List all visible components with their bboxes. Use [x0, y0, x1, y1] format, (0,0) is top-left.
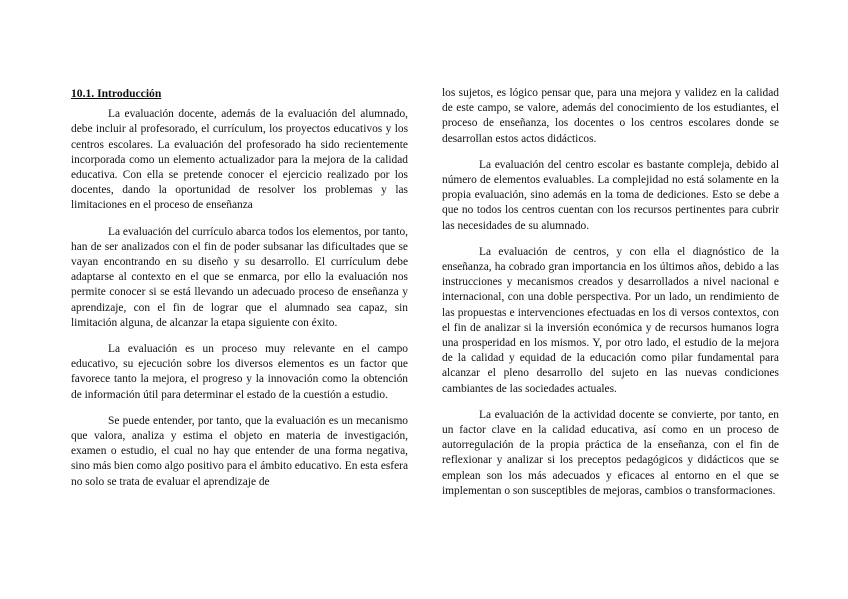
paragraph-continuation: los sujetos, es lógico pensar que, para una mejora y validez en la calidad de este campo, se valore, además del conocimiento de los estudiantes, el proceso de enseñanza, los docentes o los centros escolares donde se desarrollan estos actos didácticos. [442, 87, 779, 145]
paragraph: La evaluación es un proceso muy relevante en el campo educativo, su ejecución sobre los diversos elementos es un factor que favorece tanto la mejora, el progreso y la innovación como la obtención de información útil para determinar el estado de la cuestión a estudio. [71, 343, 408, 401]
section-heading: 10.1. Introducción [71, 87, 162, 100]
paragraph: La evaluación docente, además de la evaluación del alumnado, debe incluir al profesorado, el currículum, los proyectos educativos y los centros escolares. La evaluación del profesorado ha sido recientemente incorporada como un elemento actualizador para la mejora de la calidad educativa. Con ella se pretende conocer el ejercicio realizado por los docentes, dando la oportunidad de resolver los problemas y las limitaciones en el proceso de enseñanza [71, 108, 408, 212]
paragraph: La evaluación del currículo abarca todos los elementos, por tanto, han de ser analizados con el fin de poder subsanar las dificultades que se vayan encontrando en su diseño y su desarrollo. El currículum debe adaptarse al contexto en el que se enmarca, por ello la evaluación nos permite conocer si se está llevando un adecuado proceso de enseñanza y aprendizaje, con el fin de lograr que el alumnado sea capaz, sin limitación alguna, de alcanzar la etapa siguiente con éxito. [71, 225, 408, 329]
right-column [442, 86, 779, 510]
left-column [71, 86, 408, 501]
paragraph: Se puede entender, por tanto, que la evaluación es un mecanismo que valora, analiza y estima el objeto en materia de investigación, examen o estudio, el cual no hay que entender de una forma negativa, sino más bien como algo positivo para el ámbito educativo. En esta esfera no solo se trata de evaluar el aprendizaje de [71, 414, 408, 488]
paragraph: La evaluación de la actividad docente se convierte, por tanto, en un factor clave en la calidad educativa, así como en un proceso de autorregulación de la propia práctica de la enseñanza, con el fin de reflexionar y analizar si los preceptos pedagógicos y didácticos que se emplean son los más adecuados y eficaces al entorno en el que se implementan o son susceptibles de mejoras, cambios o transformaciones. [442, 408, 779, 497]
paragraph: La evaluación del centro escolar es bastante compleja, debido al número de elementos evaluables. La complejidad no está solamente en la propia evaluación, sino además en la toma de dediciones. Esto se debe a que no todos los centros cuentan con los recursos pertinentes para cubrir las necesidades de su alumnado. [442, 158, 779, 232]
paragraph: La evaluación de centros, y con ella el diagnóstico de la enseñanza, ha cobrado gran importancia en los últimos años, debido a las instrucciones y mecanismos creados y desarrollados a nivel nacional e internacional, con una doble perspectiva. Por un lado, un rendimiento de las propuestas e intervenciones efectuadas en los di versos contextos, con el fin de analizar si la inversión económica y de recursos humanos logra una prosperidad en los mismos. Y, por otro lado, el estudio de la mejora de la calidad y equidad de la educación como pilar fundamental para alcanzar el pleno desarrollo del sujeto en las nuevas condiciones cambiantes de las sociedades actuales. [442, 245, 779, 395]
